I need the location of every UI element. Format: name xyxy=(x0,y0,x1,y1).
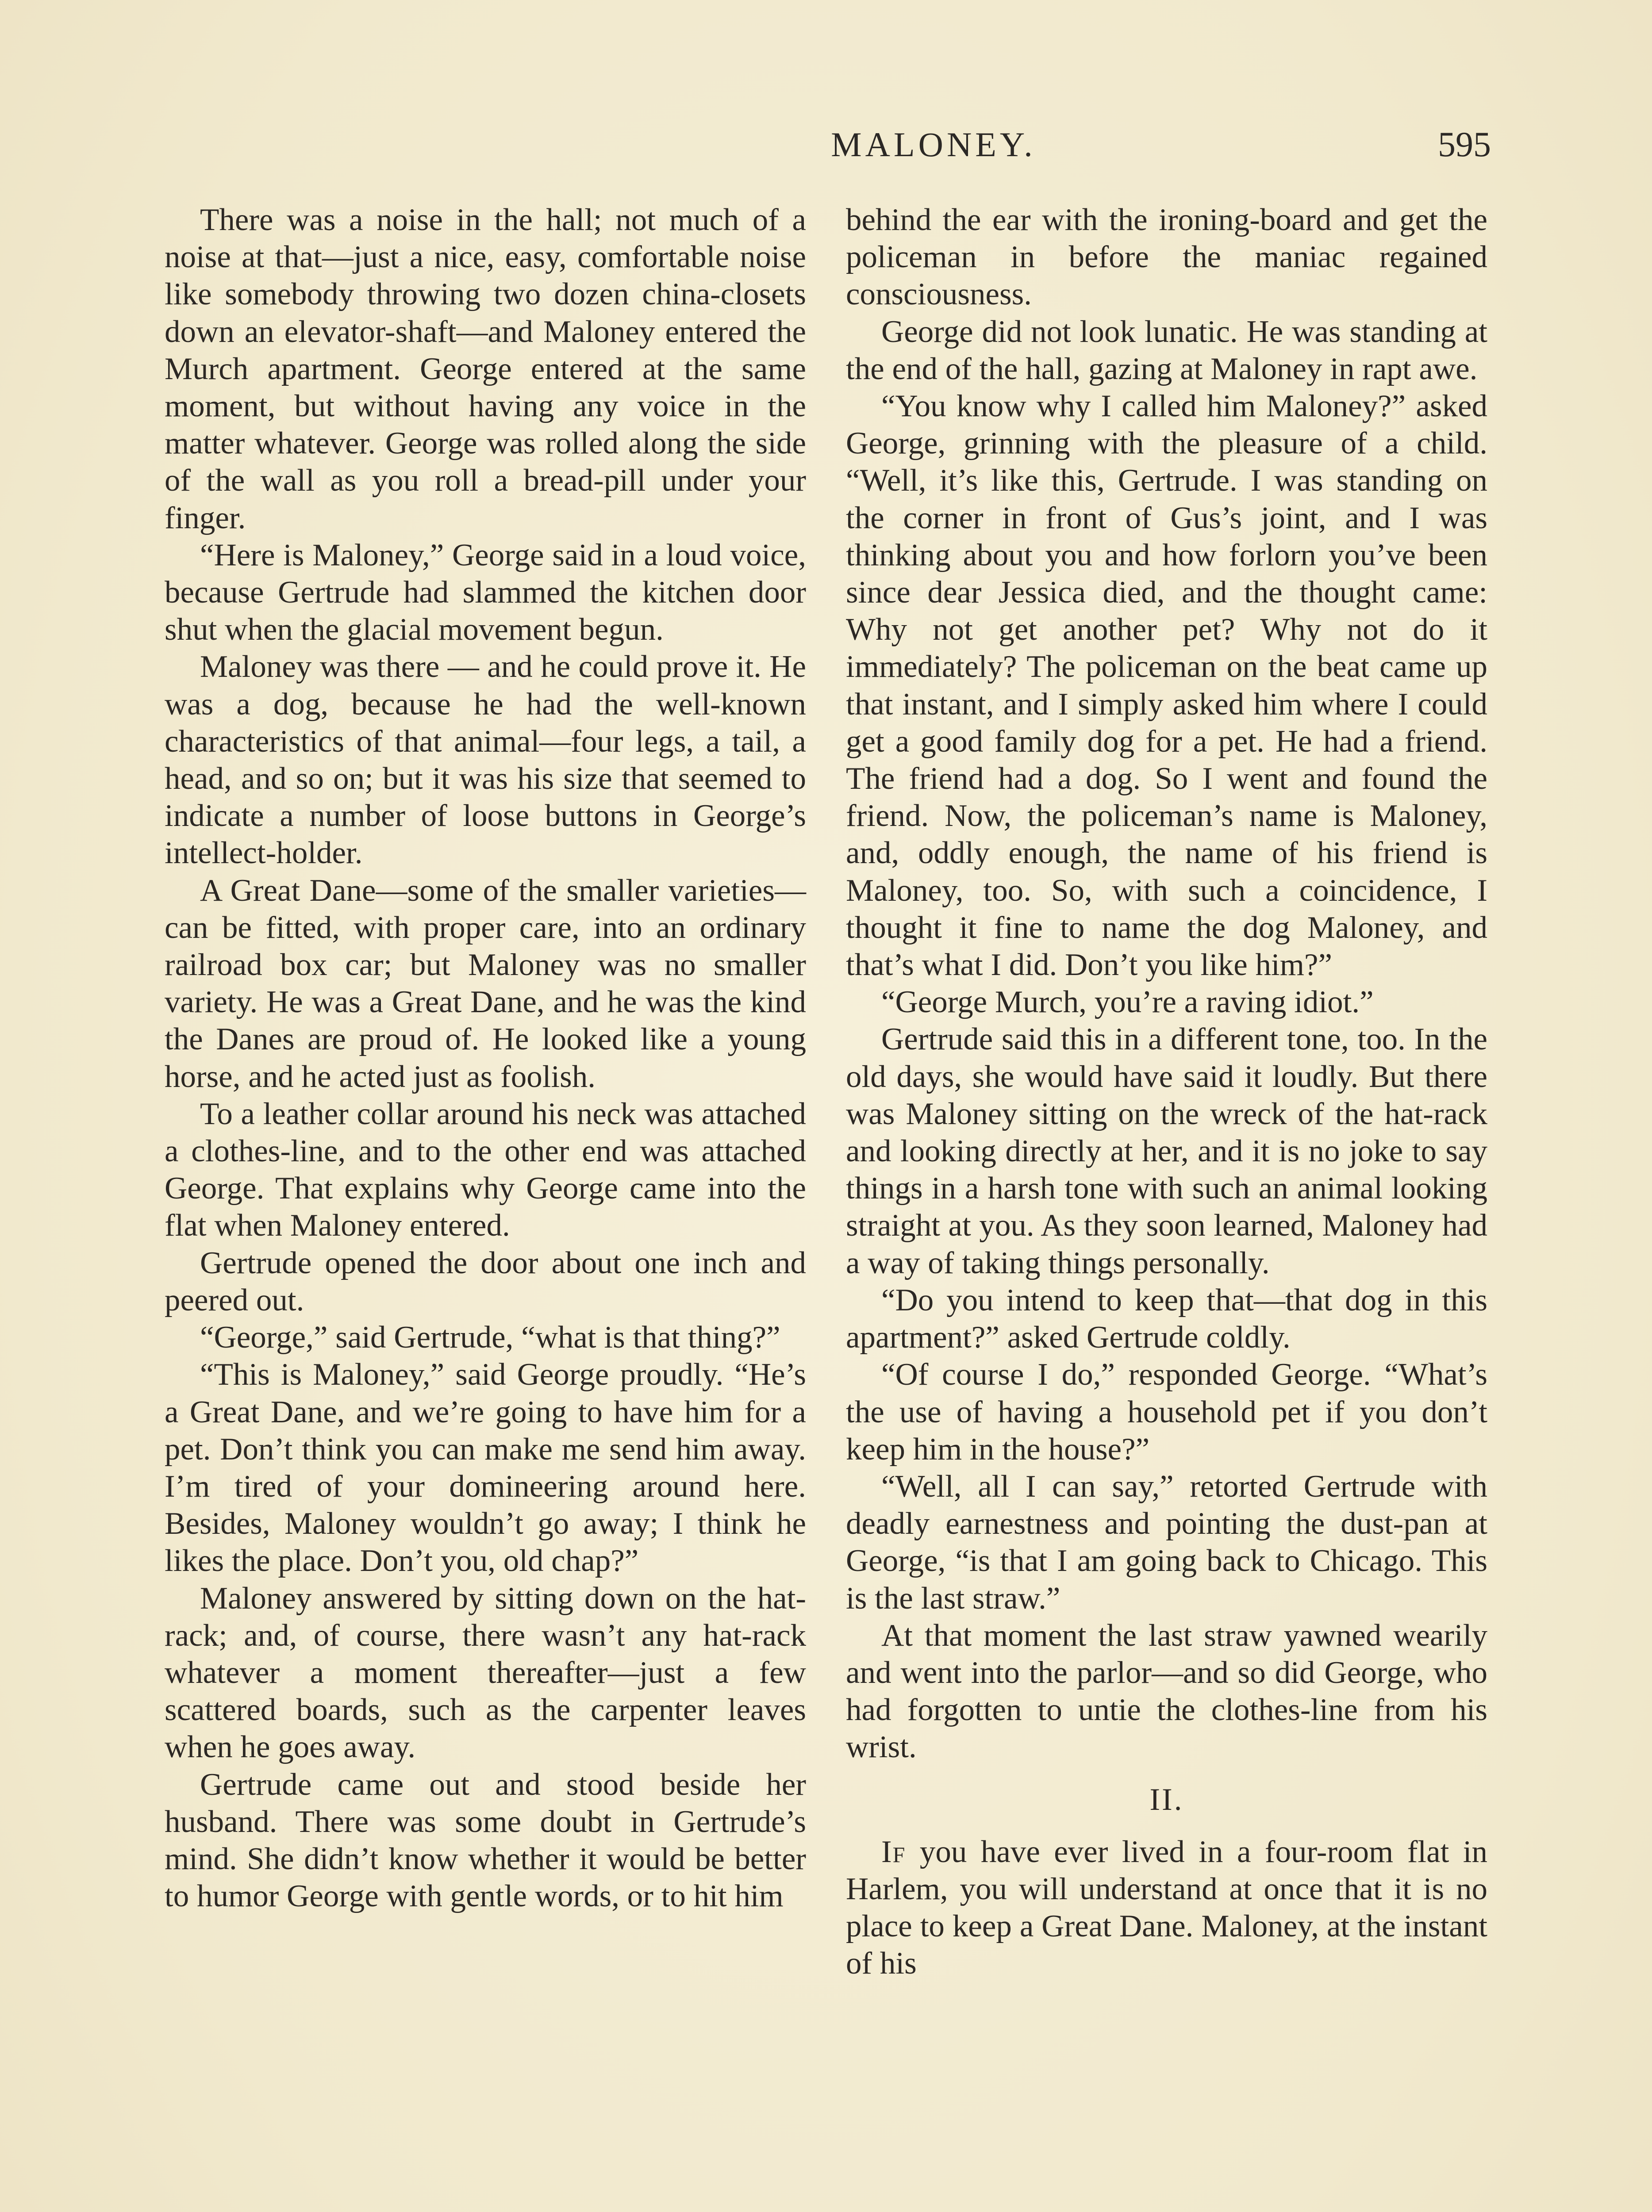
paragraph: “George,” said Gertrude, “what is that thing?” xyxy=(200,1320,780,1355)
paragraph: Maloney was there — and he could prove it. He was a dog, because he had the well-known characteristics of that animal—four legs, a tail, a head, and so on; but it was his size that seemed to indicate a number of loose buttons in George’s intellect-holder. xyxy=(165,649,806,871)
paragraph: Gertrude said this in a different tone, too. In the old days, she would have said it loudly. But there was Maloney sitting on the wreck of the hat-rack and looking directly at her, and it is no joke to say things in a harsh tone with such an animal looking straight at you. As they soon learned, Maloney had a way of taking things personally. xyxy=(846,1022,1487,1280)
paragraph: Gertrude came out and stood beside her husband. There was some doubt in Gertrude’s mind. She didn’t know whether it would be better to humor George with gentle words, or to hit him xyxy=(165,1767,806,1914)
paragraph: “Here is Maloney,” George said in a loud voice, because Gertrude had slammed the kitchen door shut when the glacial movement begun. xyxy=(165,538,806,647)
paragraph: “Of course I do,” responded George. “What’s the use of having a household pet if you don’t keep him in the house?” xyxy=(846,1357,1487,1467)
section-number: II. xyxy=(1149,1782,1184,1817)
paragraph-continued: behind the ear with the ironing-board and get the policeman in before the maniac regained consciousness. xyxy=(846,203,1487,312)
paragraph: At that moment the last straw yawned wearily and went into the parlor—and so did George, who had forgotten to untie the clothes-line from his wrist. xyxy=(846,1618,1487,1765)
paragraph: To a leather collar around his neck was attached a clothes-line, and to the other end was attached George. That explains why George came into the flat when Maloney entered. xyxy=(165,1096,806,1243)
paragraph: A Great Dane—some of the smaller varieties—can be fitted, with proper care, into an ordinary railroad box car; but Maloney was no smaller variety. He was a Great Dane, and he was the kind the Danes are proud of. He looked like a young horse, and he acted just as foolish. xyxy=(165,873,806,1094)
section-paragraph-text: you have ever lived in a four-room flat in Harlem, you will understand at once that it is no place to keep a Great Dane. Maloney, at the instant of his xyxy=(846,1834,1487,1981)
left-text-column xyxy=(165,201,806,1915)
paragraph: There was a noise in the hall; not much of a noise at that—just a nice, easy, comfortable noise like somebody throwing two dozen china-closets down an elevator-shaft—and Maloney entered the Murch apartment. George entered at the same moment, but without having any voice in the matter whatever. George was rolled along the side of the wall as you roll a bread-pill under your finger. xyxy=(165,203,806,535)
paragraph: “You know why I called him Maloney?” asked George, grinning with the pleasure of a child. “Well, it’s like this, Gertrude. I was standing on the corner in front of Gus’s joint, and I was thinking about you and how forlorn you’ve been since dear Jessica died, and the thought came: Why not get another pet? Why not do it immediately? The policeman on the beat came up that instant, and I simply asked him where I could get a good family dog for a pet. He had a friend. The friend had a dog. So I went and found the friend. Now, the policeman’s name is Maloney, and, oddly enough, the name of his friend is Maloney, too. So, with such a coincidence, I thought it fine to name the dog Maloney, and that’s what I did. Don’t you like him?” xyxy=(846,389,1487,983)
paragraph: “This is Maloney,” said George proudly. “He’s a Great Dane, and we’re going to have him for a pet. Don’t think you can make me send him away. I’m tired of your domineering around here. Besides, Maloney wouldn’t go away; I think he likes the place. Don’t you, old chap?” xyxy=(165,1357,806,1578)
paragraph: “Do you intend to keep that—that dog in this apartment?” asked Gertrude coldly. xyxy=(846,1283,1487,1355)
page-number: 595 xyxy=(1438,125,1491,164)
right-text-column xyxy=(846,201,1487,1982)
section-opening-paragraph xyxy=(846,1833,1487,1982)
paragraph: “George Murch, you’re a raving idiot.” xyxy=(881,985,1374,1020)
running-title: MALONEY. xyxy=(831,125,1036,164)
section-lead-word: If xyxy=(881,1834,906,1869)
paragraph: Maloney answered by sitting down on the hat-rack; and, of course, there wasn’t any hat-rack whatever a moment thereafter—just a few scattered boards, such as the carpenter leaves when he goes away. xyxy=(165,1581,806,1765)
paragraph: Gertrude opened the door about one inch and peered out. xyxy=(165,1245,806,1317)
paragraph: “Well, all I can say,” retorted Gertrude with deadly earnestness and pointing the dust-pan at George, “is that I am going back to Chicago. This is the last straw.” xyxy=(846,1469,1487,1616)
paragraph: George did not look lunatic. He was standing at the end of the hall, gazing at Maloney in rapt awe. xyxy=(846,314,1487,386)
